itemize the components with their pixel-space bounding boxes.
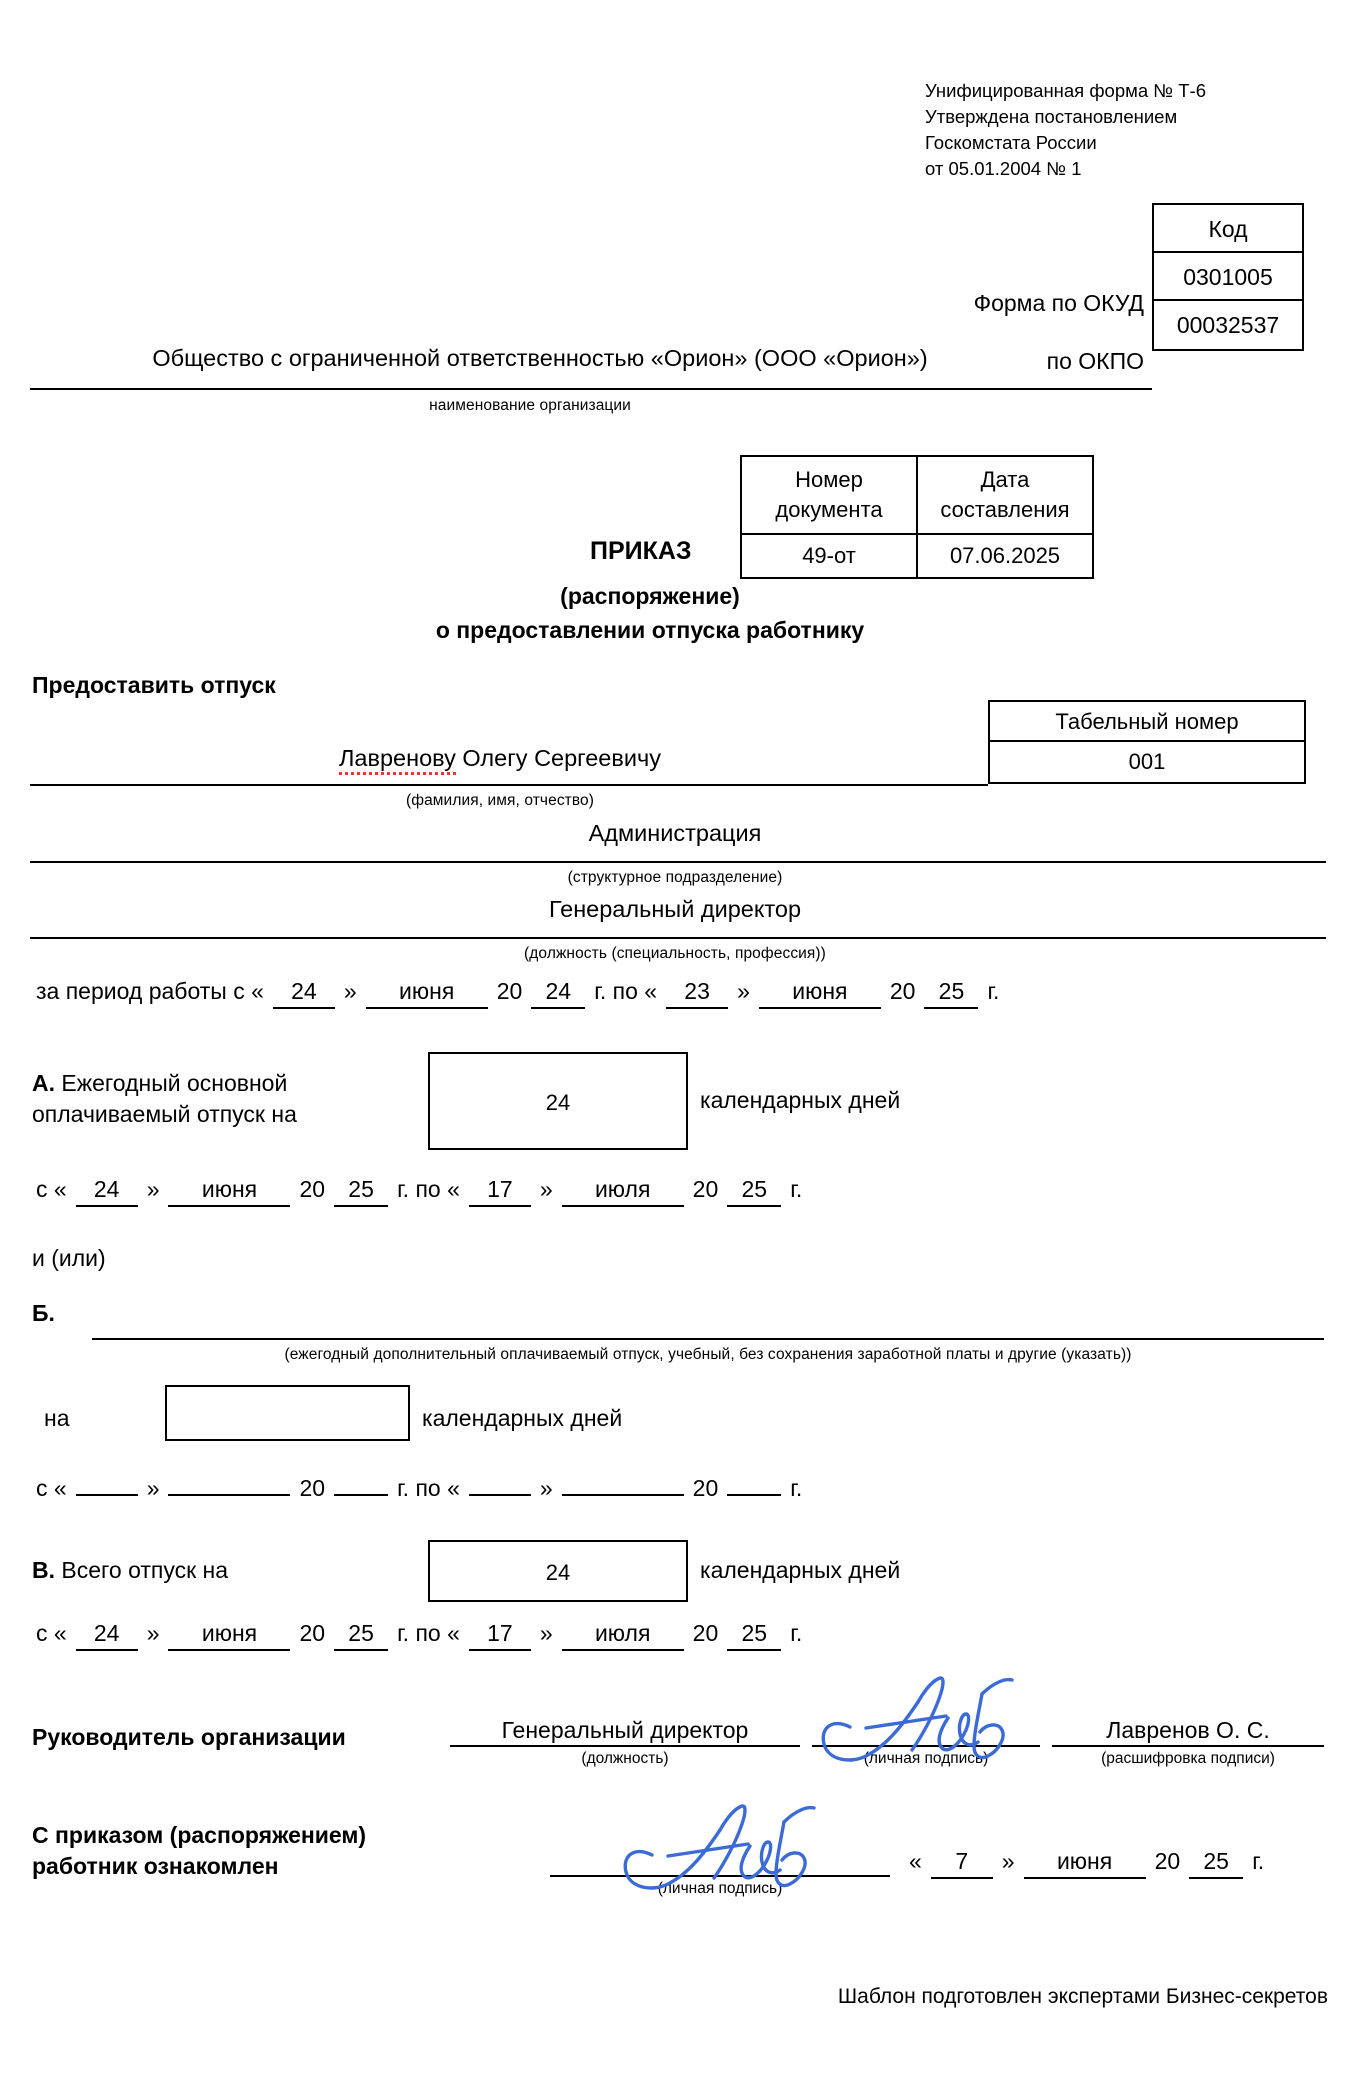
section-v-to-month[interactable]: июля (562, 1620, 684, 1651)
section-b-quote-2: » (539, 1475, 553, 1501)
okud-label: Форма по ОКУД (973, 290, 1144, 316)
acknowledgement-title-line2: работник ознакомлен (32, 1853, 279, 1879)
and-or-label: и (или) (32, 1245, 106, 1271)
form-header-note (925, 78, 1206, 182)
okpo-label: по ОКПО (1046, 348, 1144, 374)
section-a-date-row (32, 1176, 806, 1207)
section-b-from-month[interactable] (168, 1491, 290, 1496)
section-a-quote-2: » (539, 1176, 553, 1202)
department-value: Администрация (588, 820, 762, 846)
order-word: ПРИКАЗ (590, 537, 692, 565)
work-period-suffix: г. (987, 978, 1000, 1004)
section-v-quote-2: » (539, 1620, 553, 1646)
department-rule (30, 861, 1326, 863)
section-v-suffix: г. (790, 1620, 803, 1646)
section-b-to-year[interactable] (727, 1491, 781, 1496)
head-signature-slot[interactable] (812, 1715, 1040, 1768)
personnel-number-value: 001 (1128, 749, 1166, 774)
section-b-from-day[interactable] (76, 1491, 138, 1496)
order-subtitle-2: о предоставлении отпуска работнику (435, 617, 865, 643)
head-position-caption: (должность) (581, 1750, 669, 1767)
section-v-quote-1: » (146, 1620, 160, 1646)
header-note-line-3: Госкомстата России (925, 132, 1097, 153)
section-a-from-month[interactable]: июня (168, 1176, 290, 1207)
work-period-year-prefix-2: 20 (889, 978, 916, 1004)
section-a-letter: А. (32, 1070, 55, 1096)
order-date-header-line2: составления (940, 497, 1070, 522)
section-v-from-year[interactable]: 25 (334, 1620, 388, 1651)
employee-name (30, 745, 970, 772)
work-period-quote-1: » (343, 978, 357, 1004)
section-b-mid: г. по « (397, 1475, 460, 1501)
employee-given-names: Олегу Сергеевичу (455, 745, 661, 771)
order-number-header-line2: документа (775, 497, 883, 522)
section-v-mid: г. по « (397, 1620, 460, 1646)
order-date-header (917, 456, 1093, 534)
section-v-days-unit: календарных дней (700, 1557, 901, 1583)
order-date-header-line1: Дата (980, 467, 1030, 492)
work-period-from-year[interactable]: 24 (531, 978, 585, 1009)
head-position-value: Генеральный директор (501, 1717, 749, 1743)
section-a-suffix: г. (790, 1176, 803, 1202)
head-transcript-slot (1052, 1715, 1324, 1768)
work-period-to-month[interactable]: июня (759, 978, 881, 1009)
section-b-quote-1: » (146, 1475, 160, 1501)
okud-code-value: 0301005 (1154, 253, 1302, 301)
section-b-date-prefix: с « (36, 1475, 67, 1501)
personnel-number-table (988, 700, 1306, 784)
position-rule (30, 937, 1326, 939)
section-a-to-year[interactable]: 25 (727, 1176, 781, 1207)
order-subtitle-1: (распоряжение) (560, 583, 740, 609)
work-period-year-prefix-1: 20 (496, 978, 523, 1004)
acknowledgement-suffix: г. (1252, 1848, 1265, 1874)
section-a-to-month[interactable]: июля (562, 1176, 684, 1207)
section-b-na-label: на (44, 1405, 70, 1431)
section-a-from-day[interactable]: 24 (76, 1176, 138, 1207)
work-period-mid: г. по « (594, 978, 658, 1004)
section-v-from-month[interactable]: июня (168, 1620, 290, 1651)
section-b-days-box[interactable] (165, 1385, 410, 1441)
head-signature-value (812, 1715, 1040, 1745)
order-number-value: 49-от (741, 534, 917, 578)
header-note-line-1: Унифицированная форма № Т-6 (925, 80, 1207, 101)
section-a-to-day[interactable]: 17 (469, 1176, 531, 1207)
acknowledgement-title (32, 1820, 366, 1882)
section-v-letter: В. (32, 1557, 55, 1583)
section-v-date-prefix: с « (36, 1620, 67, 1646)
section-v-days-box[interactable]: 24 (428, 1540, 688, 1602)
head-transcript-value: Лавренов О. С. (1106, 1717, 1270, 1743)
section-b-to-day[interactable] (469, 1491, 531, 1496)
section-v-from-day[interactable]: 24 (76, 1620, 138, 1651)
section-v-label (32, 1555, 228, 1586)
order-number-header (741, 456, 917, 534)
work-period-to-day[interactable]: 23 (666, 978, 728, 1009)
employee-name-caption: (фамилия, имя, отчество) (405, 792, 595, 809)
section-a-days-unit: календарных дней (700, 1087, 901, 1113)
section-v-date-row (32, 1620, 806, 1651)
section-v-to-year[interactable]: 25 (727, 1620, 781, 1651)
section-b-to-month[interactable] (562, 1491, 684, 1496)
order-meta-table (740, 455, 1094, 579)
organization-name: Общество с ограниченной ответственностью «Орион» (ООО «Орион») (152, 345, 928, 371)
acknowledgement-quote-close: » (1001, 1848, 1015, 1874)
section-a-from-year[interactable]: 25 (334, 1176, 388, 1207)
code-table (1152, 203, 1304, 351)
organization-caption: наименование организации (429, 397, 631, 414)
section-a-year-prefix-1: 20 (299, 1176, 326, 1202)
acknowledgement-year-prefix: 20 (1154, 1848, 1181, 1874)
header-note-line-4: от 05.01.2004 № 1 (925, 158, 1082, 179)
position-value: Генеральный директор (548, 896, 802, 922)
organization-rule (30, 388, 1152, 390)
acknowledgement-signature-slot[interactable] (550, 1845, 890, 1898)
acknowledgement-month[interactable]: июня (1024, 1848, 1146, 1879)
section-a-mid: г. по « (397, 1176, 460, 1202)
section-v-label-text: Всего отпуск на (61, 1557, 229, 1583)
section-b-caption: (ежегодный дополнительный оплачиваемый отпуск, учебный, без сохранения заработной платы и другие (указать)) (284, 1346, 1132, 1363)
section-a-label-line1: Ежегодный основной (61, 1070, 288, 1096)
section-a-year-prefix-2: 20 (692, 1176, 719, 1202)
employee-surname: Лавренову (339, 745, 456, 775)
acknowledgement-signature-caption: (личная подпись) (657, 1880, 783, 1897)
section-a-days-box[interactable]: 24 (428, 1052, 688, 1150)
head-signature-caption: (личная подпись) (863, 1750, 989, 1767)
acknowledgement-quote-open: « (909, 1848, 922, 1874)
head-of-organization-title: Руководитель организации (32, 1724, 346, 1750)
section-b-year-prefix-1: 20 (299, 1475, 326, 1501)
acknowledgement-title-line1: С приказом (распоряжением) (32, 1822, 367, 1848)
section-b-date-row (32, 1475, 806, 1502)
section-v-year-prefix-1: 20 (299, 1620, 326, 1646)
work-period-quote-2: » (737, 978, 750, 1004)
section-a-quote-1: » (146, 1176, 160, 1202)
section-b-suffix: г. (790, 1475, 803, 1501)
section-a-label (32, 1068, 422, 1130)
order-number-header-line1: Номер (795, 467, 863, 492)
acknowledgement-date-row (905, 1848, 1268, 1879)
section-b-from-year[interactable] (334, 1491, 388, 1496)
section-b-letter: Б. (32, 1300, 55, 1326)
section-v-to-day[interactable]: 17 (469, 1620, 531, 1651)
section-b-year-prefix-2: 20 (692, 1475, 719, 1501)
department-caption: (структурное подразделение) (567, 869, 783, 886)
order-date-value: 07.06.2025 (917, 534, 1093, 578)
acknowledgement-day[interactable]: 7 (931, 1848, 993, 1879)
head-transcript-caption: (расшифровка подписи) (1101, 1750, 1275, 1767)
work-period-to-year[interactable]: 25 (924, 978, 978, 1009)
position-caption: (должность (специальность, профессия)) (524, 945, 826, 962)
okpo-code-value: 00032537 (1176, 312, 1280, 338)
work-period-row (32, 978, 1003, 1009)
work-period-from-month[interactable]: июня (366, 978, 488, 1009)
work-period-from-day[interactable]: 24 (273, 978, 335, 1009)
grant-vacation-label: Предоставить отпуск (32, 672, 276, 698)
acknowledgement-year[interactable]: 25 (1189, 1848, 1243, 1879)
section-b-rule[interactable] (92, 1338, 1324, 1340)
personnel-number-header: Табельный номер (990, 702, 1304, 742)
code-table-header: Код (1154, 205, 1302, 253)
section-b-days-unit: календарных дней (422, 1405, 623, 1431)
section-v-year-prefix-2: 20 (692, 1620, 719, 1646)
work-period-prefix: за период работы с « (36, 978, 264, 1004)
acknowledgement-signature-value (550, 1845, 890, 1875)
employee-name-rule (30, 784, 988, 786)
header-note-line-2: Утверждена постановлением (925, 106, 1178, 127)
section-a-label-line2: оплачиваемый отпуск на (32, 1101, 297, 1127)
head-position-slot (450, 1715, 800, 1768)
footer-note: Шаблон подготовлен экспертами Бизнес-секретов (837, 1985, 1328, 2008)
section-a-date-prefix: с « (36, 1176, 67, 1202)
